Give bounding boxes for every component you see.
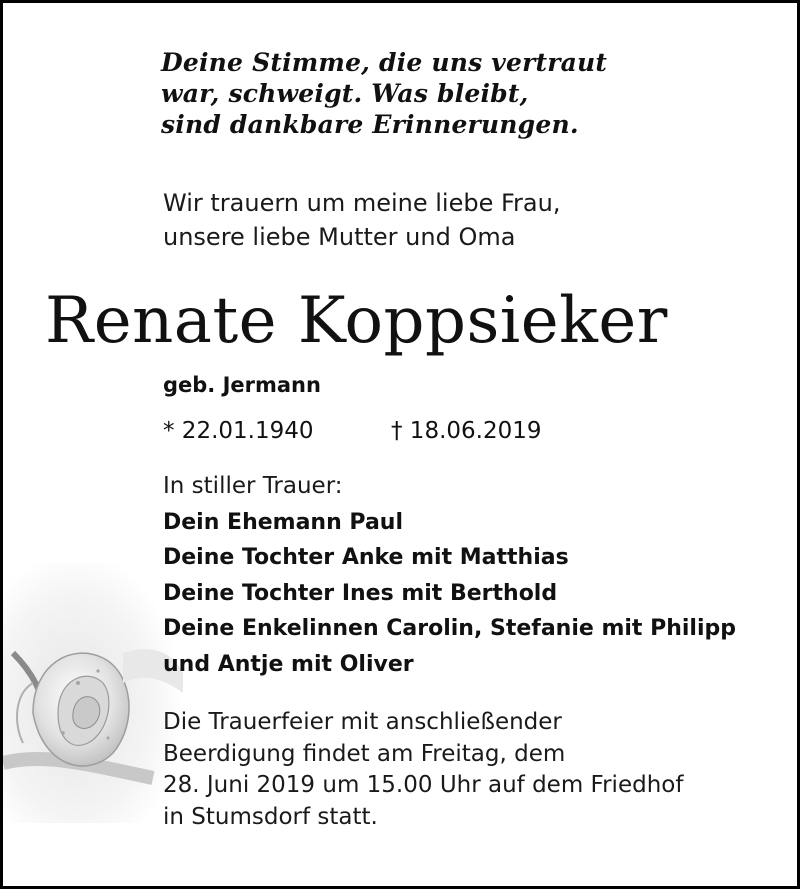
- quote-line: sind dankbare Erinnerungen.: [161, 110, 579, 139]
- maiden-name: geb. Jermann: [163, 373, 321, 397]
- mourner-line: Deine Enkelinnen Carolin, Stefanie mit Philipp: [163, 616, 737, 641]
- mourning-intro: [163, 186, 560, 254]
- mourner-line: und Antje mit Oliver: [163, 651, 414, 677]
- mourner-line: Deine Tochter Anke mit Matthias: [163, 545, 569, 570]
- intro-line: unsere liebe Mutter und Oma: [163, 223, 516, 251]
- life-dates: [163, 416, 542, 446]
- birth-date: * 22.01.1940: [163, 418, 314, 444]
- funeral-line: 28. Juni 2019 um 15.00 Uhr auf dem Friedhof: [163, 772, 684, 798]
- mourners-heading: In stiller Trauer:: [163, 473, 343, 499]
- funeral-line: Beerdigung findet am Freitag, dem: [163, 740, 566, 767]
- quote-line: war, schweigt. Was bleibt,: [161, 79, 529, 108]
- funeral-line: in Stumsdorf statt.: [163, 803, 378, 830]
- mourners-list: [163, 469, 736, 682]
- funeral-details: [163, 707, 683, 833]
- intro-line: Wir trauern um meine liebe Frau,: [163, 189, 561, 217]
- white-rose-image: [3, 563, 183, 823]
- deceased-name: Renate Koppsieker: [45, 284, 668, 358]
- mourner-line: Dein Ehemann Paul: [163, 509, 403, 535]
- quote-line: Deine Stimme, die uns vertraut: [161, 48, 608, 77]
- mourner-line: Deine Tochter Ines mit Berthold: [163, 580, 558, 606]
- funeral-line: Die Trauerfeier mit anschließender: [163, 709, 562, 735]
- memorial-quote: [161, 47, 607, 140]
- death-date: † 18.06.2019: [391, 418, 542, 444]
